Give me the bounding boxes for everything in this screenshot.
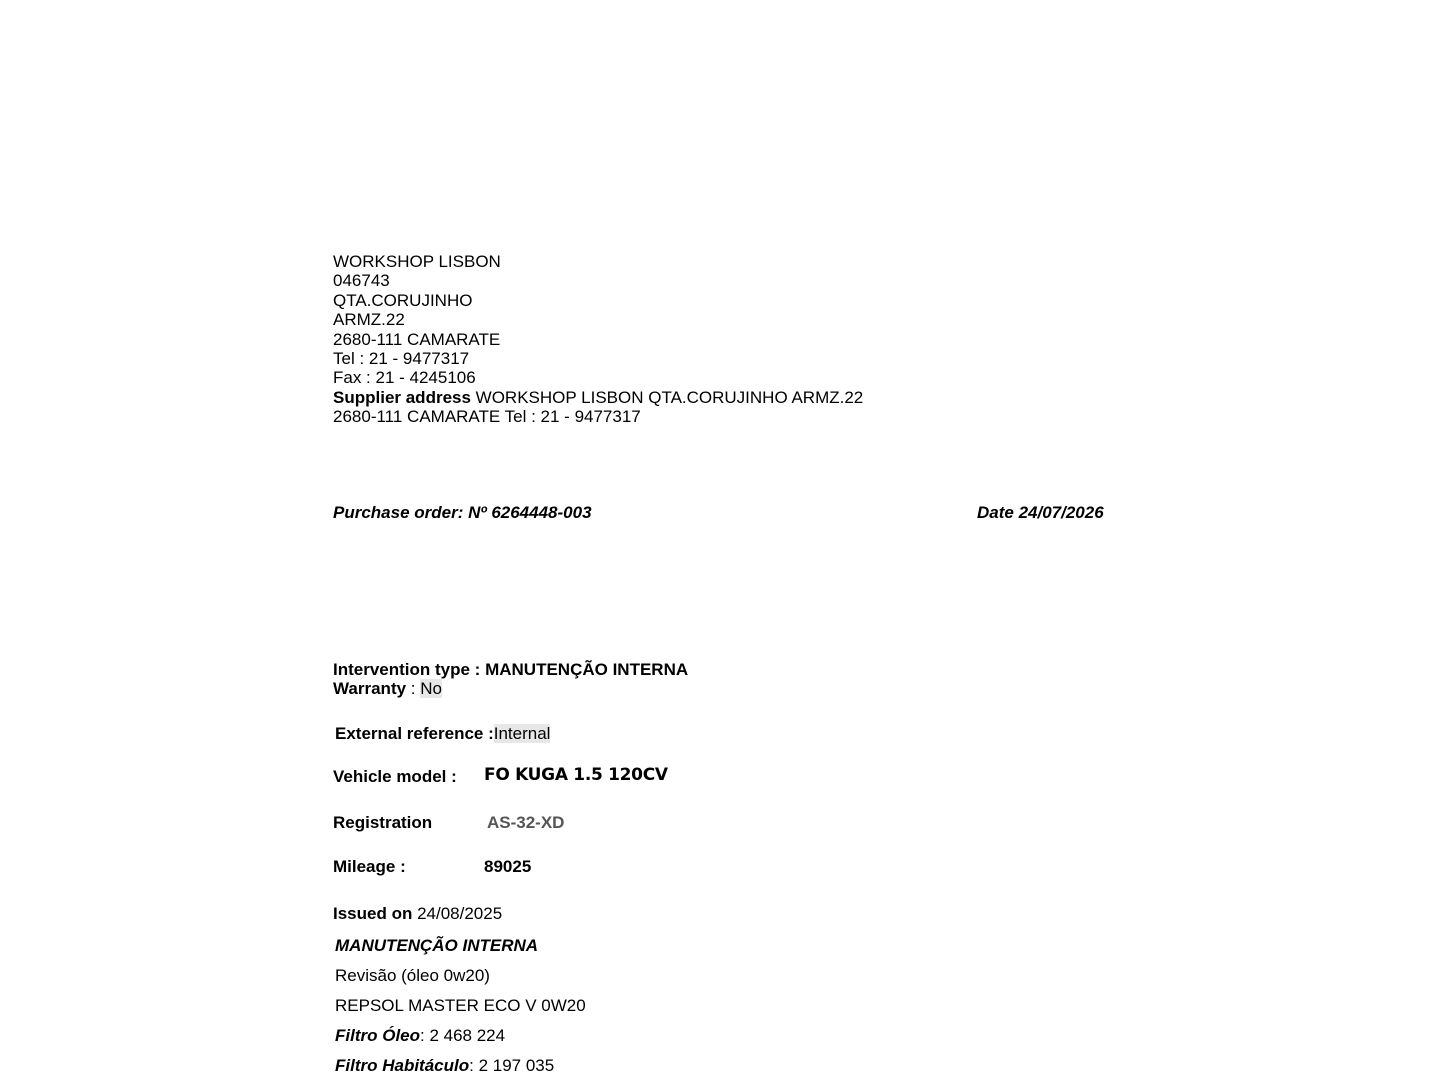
issued-on-label: Issued on — [333, 904, 413, 923]
warranty-separator: : — [406, 679, 421, 698]
address-line: Tel : 21 - 9477317 — [333, 348, 470, 368]
workshop-address-block — [333, 252, 863, 427]
intervention-type-value: MANUTENÇÃO INTERNA — [485, 660, 689, 679]
warranty-line — [333, 679, 442, 698]
oil-filter-label: Filtro Óleo — [335, 1026, 420, 1045]
intervention-type-line — [333, 660, 688, 679]
external-reference-label: External reference : — [335, 724, 494, 743]
address-line: 2680-111 CAMARATE — [333, 329, 501, 349]
supplier-address-label: Supplier address — [333, 387, 471, 407]
registration-label: Registration — [333, 813, 433, 832]
mileage-label: Mileage : — [333, 857, 406, 876]
cabin-filter-label: Filtro Habitáculo — [335, 1056, 470, 1075]
issued-on-line — [333, 904, 502, 923]
intervention-type-label: Intervention type : — [333, 660, 486, 679]
address-line: 046743 — [333, 271, 390, 291]
vehicle-model-value: FO KUGA 1.5 120CV — [484, 765, 668, 785]
order-date: Date 24/07/2026 — [977, 503, 1104, 522]
oil-filter-value: : 2 468 224 — [420, 1026, 506, 1045]
mileage-value: 89025 — [484, 857, 532, 876]
cabin-filter-line — [335, 1056, 554, 1075]
warranty-value: No — [420, 679, 442, 698]
address-line: Fax : 21 - 4245106 — [333, 368, 476, 388]
supplier-address-line — [333, 388, 863, 407]
address-line: QTA.CORUJINHO — [333, 290, 473, 310]
supplier-address-line-2: 2680-111 CAMARATE Tel : 21 - 9477317 — [333, 407, 641, 427]
purchase-order-number: Purchase order: Nº 6264448-003 — [333, 503, 592, 522]
external-reference-line — [335, 724, 550, 743]
vehicle-model-label: Vehicle model : — [333, 767, 457, 786]
work-line-revision: Revisão (óleo 0w20) — [335, 966, 490, 985]
address-line: ARMZ.22 — [333, 310, 405, 330]
issued-on-value: 24/08/2025 — [412, 904, 503, 923]
work-line-oil: REPSOL MASTER ECO V 0W20 — [335, 996, 586, 1015]
oil-filter-line — [335, 1026, 505, 1045]
address-line: WORKSHOP LISBON — [333, 252, 501, 271]
supplier-address-value: WORKSHOP LISBON QTA.CORUJINHO ARMZ.22 — [470, 387, 864, 407]
work-section-title: MANUTENÇÃO INTERNA — [335, 936, 539, 955]
cabin-filter-value: : 2 197 035 — [469, 1056, 555, 1075]
warranty-label: Warranty — [333, 679, 407, 698]
external-reference-value: Internal — [493, 724, 551, 743]
registration-value: AS-32-XD — [487, 813, 565, 832]
